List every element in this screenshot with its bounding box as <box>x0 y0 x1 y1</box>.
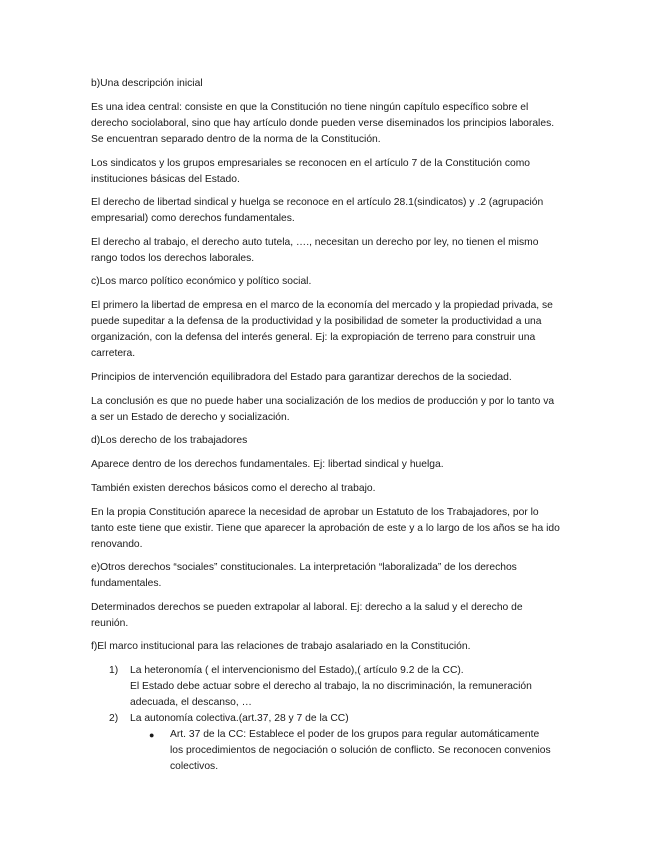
section-heading-c: c)Los marco político económico y político social. <box>91 276 312 287</box>
list-number: 1) <box>109 665 119 676</box>
paragraph: En la propia Constitución aparece la necesidad de aprobar un Estatuto de los Trabajadores, por lo tanto este tiene que existir. Tiene que aparecer la aprobación de este y a lo largo de los años se ha ido renovando. <box>91 507 560 550</box>
bullet-icon: ● <box>149 730 155 740</box>
paragraph: Aparece dentro de los derechos fundamentales. Ej: libertad sindical y huelga. <box>91 459 444 470</box>
paragraph: La conclusión es que no puede haber una socialización de los medios de producción y por lo tanto va a ser un Estado de derecho y socialización. <box>91 396 555 423</box>
section-heading-b: b)Una descripción inicial <box>91 78 203 89</box>
section-heading-d: d)Los derecho de los trabajadores <box>91 435 248 446</box>
list-item-subtext: El Estado debe actuar sobre el derecho al trabajo, la no discriminación, la remuneración adecuada, el descanso, … <box>130 681 532 708</box>
paragraph: El primero la libertad de empresa en el marco de la economía del mercado y la propiedad privada, se puede supeditar a la defensa de la productividad y la posibilidad de someter la productividad a una organización, con la defensa del interés general. Ej: la expropiación de terreno para construir una carretera. <box>91 300 553 359</box>
list-item-text: La heteronomía ( el intervencionismo del Estado),( artículo 9.2 de la CC). <box>130 665 464 676</box>
section-heading-e: e)Otros derechos “sociales” constitucionales. La interpretación “laboralizada” de los derechos fundamentales. <box>91 562 517 589</box>
bullet-item-text: Art. 37 de la CC: Establece el poder de los grupos para regular automáticamente los procedimientos de negociación o solución de conflicto. Se reconocen convenios colectivos. <box>170 729 551 772</box>
section-heading-f: f)El marco institucional para las relaciones de trabajo asalariado en la Constitución. <box>91 641 471 652</box>
paragraph: También existen derechos básicos como el derecho al trabajo. <box>91 483 376 494</box>
paragraph: El derecho al trabajo, el derecho auto tutela, …., necesitan un derecho por ley, no tienen el mismo rango todos los derechos laborales. <box>91 237 539 264</box>
paragraph: El derecho de libertad sindical y huelga se reconoce en el artículo 28.1(sindicatos) y .2 (agrupación empresarial) como derechos fundamentales. <box>91 197 544 224</box>
paragraph: Principios de intervención equilibradora del Estado para garantizar derechos de la sociedad. <box>91 372 512 383</box>
list-number: 2) <box>109 713 119 724</box>
paragraph: Los sindicatos y los grupos empresariales se reconocen en el artículo 7 de la Constitución como instituciones básicas del Estado. <box>91 158 530 185</box>
list-item-text: La autonomía colectiva.(art.37, 28 y 7 de la CC) <box>130 713 349 724</box>
paragraph: Determinados derechos se pueden extrapolar al laboral. Ej: derecho a la salud y el derecho de reunión. <box>91 602 523 629</box>
paragraph: Es una idea central: consiste en que la Constitución no tiene ningún capítulo específico sobre el derecho sociolaboral, sino que hay artículo donde pueden verse diseminados los principios laborales. Se encuentran separado dentro de la norma de la Constitución. <box>91 102 555 145</box>
